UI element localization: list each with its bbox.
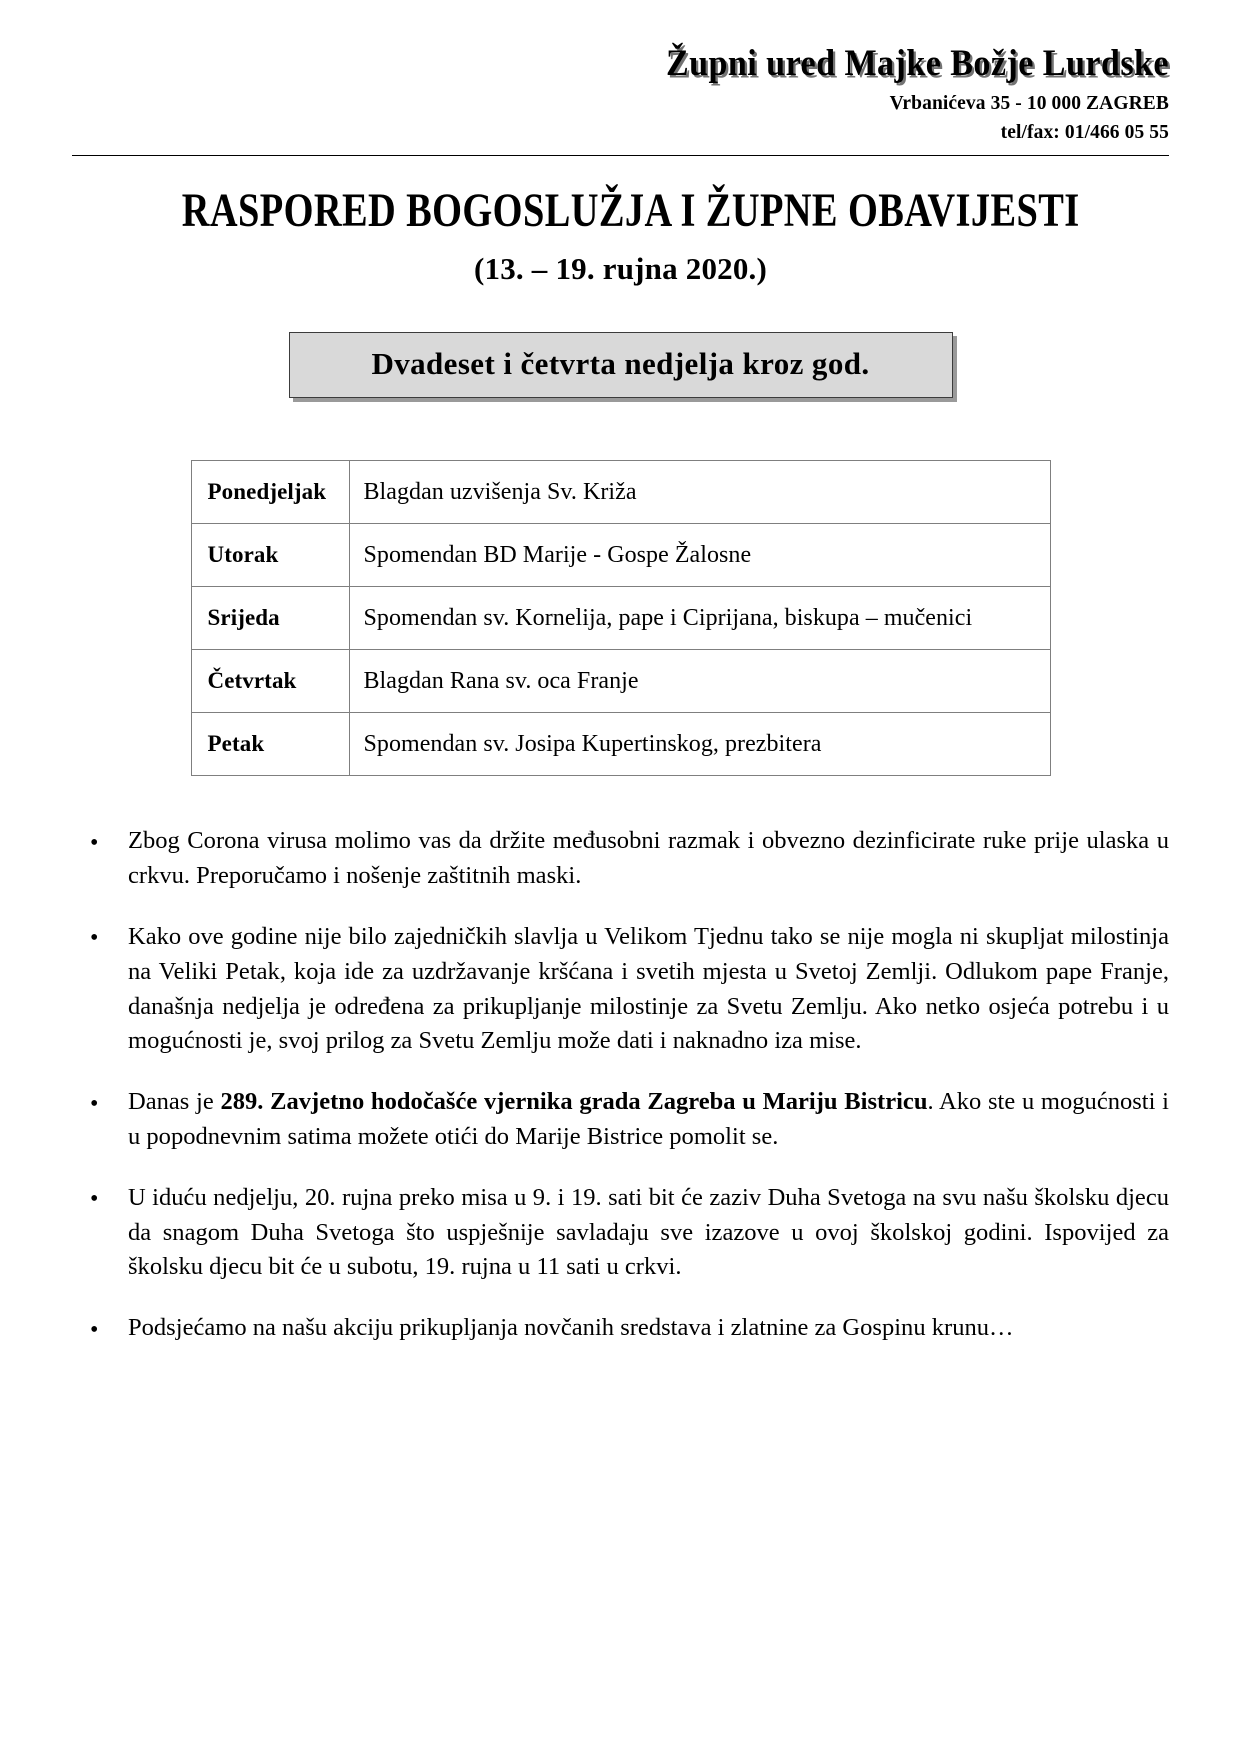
notice-text-before: Danas je <box>128 1088 221 1116</box>
table-row <box>191 461 1050 524</box>
bullet-icon: • <box>90 1090 99 1117</box>
parish-office-name: Župni ured Majke Božje Lurdske <box>665 43 1169 84</box>
schedule-description: Spomendan sv. Josipa Kupertinskog, prezbitera <box>349 713 1050 776</box>
table-row <box>191 524 1050 587</box>
bullet-icon: • <box>90 1186 99 1213</box>
list-item <box>72 1311 1169 1346</box>
date-range: (13. – 19. rujna 2020.) <box>473 250 768 286</box>
table-row <box>191 713 1050 776</box>
bullet-icon: • <box>90 829 99 856</box>
bullet-icon: • <box>90 925 99 952</box>
notice-text-highlight: 289. Zavjetno hodočašće vjernika grada Zagreba u Mariju Bistricu <box>220 1088 928 1116</box>
notices-list <box>72 824 1169 1345</box>
schedule-table <box>191 460 1051 776</box>
schedule-day: Utorak <box>191 524 349 587</box>
banner-container <box>72 332 1169 399</box>
list-item <box>72 1181 1169 1285</box>
table-row <box>191 587 1050 650</box>
notice-text-after: . Ako ste u mogućnosti i u popodnevnim satima možete otići do Marije Bistrice pomolit se. <box>128 1088 1169 1150</box>
schedule-description: Spomendan BD Marije - Gospe Žalosne <box>349 524 1050 587</box>
schedule-day: Petak <box>191 713 349 776</box>
schedule-description: Spomendan sv. Kornelija, pape i Ciprijana, biskupa – mučenici <box>349 587 1050 650</box>
schedule-container <box>72 460 1169 776</box>
parish-address: Vrbanićeva 35 - 10 000 ZAGREB <box>889 92 1169 114</box>
header-divider <box>72 155 1169 156</box>
schedule-day: Srijeda <box>191 587 349 650</box>
notice-text: Zbog Corona virusa molimo vas da držite međusobni razmak i obvezno dezinficirate ruke prije ulaska u crkvu. Preporučamo i nošenje zaštitnih maski. <box>128 827 1169 890</box>
schedule-day: Ponedjeljak <box>191 461 349 524</box>
schedule-day: Četvrtak <box>191 650 349 713</box>
parish-phone: tel/fax: 01/466 05 55 <box>1000 121 1169 143</box>
table-row <box>191 650 1050 713</box>
notice-text: U iduću nedjelju, 20. rujna preko misa u 9. i 19. sati bit će zaziv Duha Svetoga na svu našu školsku djecu da snagom Duha Svetoga što uspješnije savladaju sve izazove u ovoj školskoj godini. Ispovijed za školsku djecu bit će u subotu, 19. rujna u 11 sati u crkvi. <box>128 1183 1169 1281</box>
sunday-banner-label: Dvadeset i četvrta nedjelja kroz god. <box>371 345 870 381</box>
page-title: RASPORED BOGOSLUŽJA I ŽUPNE OBAVIJESTI <box>181 184 1080 238</box>
letterhead <box>72 0 1169 146</box>
list-item <box>72 1085 1169 1155</box>
bullet-icon: • <box>90 1316 99 1343</box>
sunday-banner <box>289 332 953 399</box>
list-item <box>72 824 1169 894</box>
schedule-description: Blagdan uzvišenja Sv. Križa <box>349 461 1050 524</box>
schedule-description: Blagdan Rana sv. oca Franje <box>349 650 1050 713</box>
list-item <box>72 920 1169 1059</box>
notice-text: Kako ove godine nije bilo zajedničkih slavlja u Velikom Tjednu tako se nije mogla ni skupljat milostinja na Veliki Petak, koja ide za uzdržavanje kršćana i svetih mjesta u Svetoj Zemlji. Odlukom pape Franje, današnja nedjelja je određena za prikupljanje milostinje za Svetu Zemlju. Ako netko osjeća potrebu i u mogućnosti je, svoj prilog za Svetu Zemlju može dati i naknadno iza mise. <box>128 923 1169 1055</box>
notice-text: Podsjećamo na našu akciju prikupljanja novčanih sredstava i zlatnine za Gospinu krunu… <box>128 1314 1014 1342</box>
